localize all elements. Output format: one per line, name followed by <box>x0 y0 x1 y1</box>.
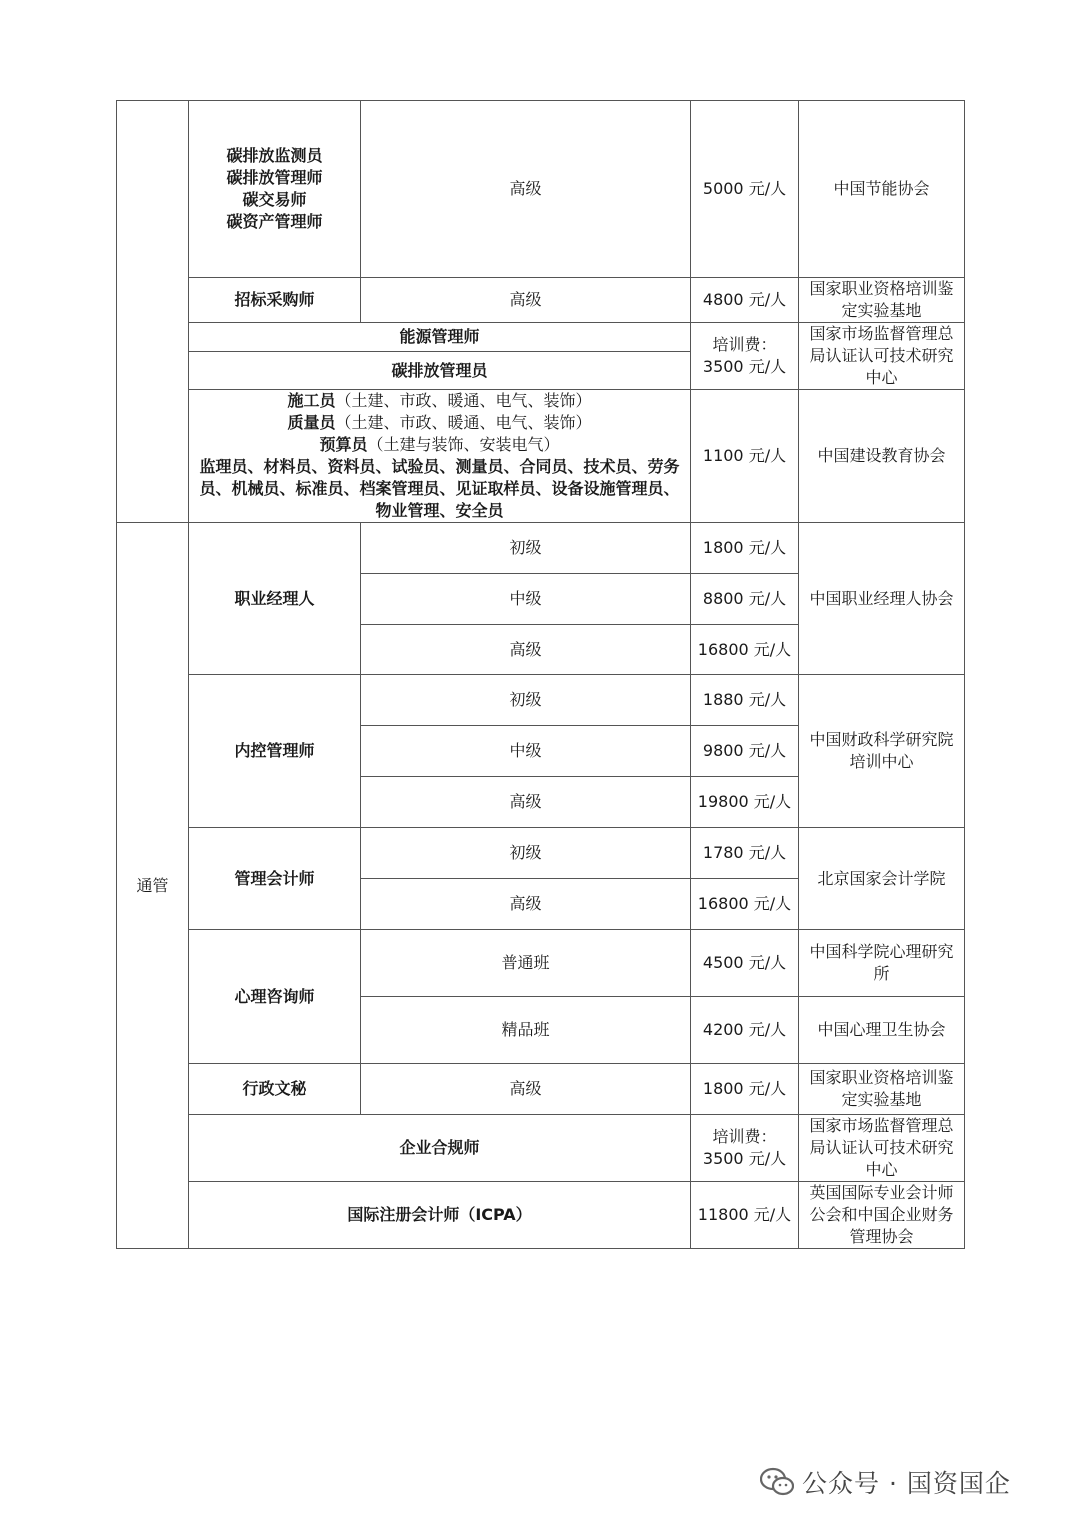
fee-cell: 19800 元/人 <box>691 777 799 828</box>
table-row <box>117 278 965 323</box>
cert-title: 质量员 <box>287 413 336 432</box>
org-cell: 英国国际专业会计师公会和中国企业财务管理协会 <box>799 1182 965 1249</box>
org-cell: 中国心理卫生协会 <box>799 997 965 1064</box>
fee-cell: 16800 元/人 <box>691 879 799 930</box>
cert-title-cell: 职业经理人 <box>189 523 361 675</box>
cert-scope: （土建、市政、暖通、电气、装饰） <box>335 413 592 432</box>
org-cell: 国家市场监督管理总局认证认可技术研究中心 <box>799 1115 965 1182</box>
level-cell: 初级 <box>361 523 691 574</box>
level-cell: 初级 <box>361 828 691 879</box>
fee-cell: 1800 元/人 <box>691 1064 799 1115</box>
org-cell: 中国节能协会 <box>799 101 965 278</box>
org-cell: 中国财政科学研究院培训中心 <box>799 675 965 828</box>
cert-title: 碳资产管理师 <box>226 212 323 231</box>
fee-cell: 9800 元/人 <box>691 726 799 777</box>
fee-cell: 8800 元/人 <box>691 574 799 625</box>
fee-cell: 培训费：3500 元/人 <box>691 1115 799 1182</box>
fee-cell: 1780 元/人 <box>691 828 799 879</box>
cert-title-cell: 国际注册会计师（ICPA） <box>189 1182 691 1249</box>
level-cell: 高级 <box>361 278 691 323</box>
fee-cell: 4200 元/人 <box>691 997 799 1064</box>
table-row <box>117 675 965 726</box>
fee-cell: 培训费：3500 元/人 <box>691 323 799 390</box>
level-cell: 高级 <box>361 879 691 930</box>
level-cell: 普通班 <box>361 930 691 997</box>
level-cell: 高级 <box>361 777 691 828</box>
cert-title: 碳排放管理师 <box>226 168 323 187</box>
cert-title-cell <box>189 390 691 523</box>
cert-scope: （土建、市政、暖通、电气、装饰） <box>335 391 592 410</box>
fee-cell: 11800 元/人 <box>691 1182 799 1249</box>
level-cell: 高级 <box>361 101 691 278</box>
table-row <box>117 390 965 523</box>
cert-title-cell: 行政文秘 <box>189 1064 361 1115</box>
level-cell: 高级 <box>361 625 691 675</box>
cert-title-cell: 管理会计师 <box>189 828 361 930</box>
level-cell: 中级 <box>361 726 691 777</box>
watermark-text: 公众号 · 国资国企 <box>802 1469 1011 1498</box>
org-cell: 北京国家会计学院 <box>799 828 965 930</box>
level-cell: 初级 <box>361 675 691 726</box>
training-fee-table <box>116 100 965 1249</box>
cert-scope: （土建与装饰、安装电气） <box>367 435 560 454</box>
category-cell-blank <box>117 101 189 523</box>
cert-title-cell: 心理咨询师 <box>189 930 361 1064</box>
cert-title-cell: 内控管理师 <box>189 675 361 828</box>
table-row <box>117 828 965 879</box>
level-cell: 中级 <box>361 574 691 625</box>
cert-title-cell: 能源管理师 <box>189 323 691 352</box>
table-row <box>117 101 965 278</box>
fee-cell: 4800 元/人 <box>691 278 799 323</box>
org-cell: 中国职业经理人协会 <box>799 523 965 675</box>
fee-cell: 1800 元/人 <box>691 523 799 574</box>
category-cell: 通管 <box>117 523 189 1249</box>
fee-cell: 4500 元/人 <box>691 930 799 997</box>
org-cell: 中国建设教育协会 <box>799 390 965 523</box>
watermark <box>760 1464 1011 1500</box>
fee-cell: 16800 元/人 <box>691 625 799 675</box>
cert-title-cell: 企业合规师 <box>189 1115 691 1182</box>
level-cell: 高级 <box>361 1064 691 1115</box>
cert-title: 施工员 <box>287 391 336 410</box>
cert-title: 预算员 <box>319 435 368 454</box>
cert-title-cell <box>189 101 361 278</box>
cert-title: 碳交易师 <box>242 190 307 209</box>
table-row <box>117 930 965 997</box>
org-cell: 国家职业资格培训鉴定实验基地 <box>799 278 965 323</box>
fee-cell: 5000 元/人 <box>691 101 799 278</box>
cert-title-cell: 招标采购师 <box>189 278 361 323</box>
wechat-icon <box>760 1467 794 1497</box>
org-cell: 国家市场监督管理总局认证认可技术研究中心 <box>799 323 965 390</box>
cert-title-list: 监理员、材料员、资料员、试验员、测量员、合同员、技术员、劳务员、机械员、标准员、档案管理员、见证取样员、设备设施管理员、物业管理、安全员 <box>199 457 680 520</box>
table-row <box>117 1115 965 1182</box>
table-row <box>117 1182 965 1249</box>
cert-title: 碳排放监测员 <box>226 146 323 165</box>
table-row <box>117 1064 965 1115</box>
table-row <box>117 323 965 352</box>
cert-title-cell: 碳排放管理员 <box>189 352 691 390</box>
fee-cell: 1880 元/人 <box>691 675 799 726</box>
org-cell: 中国科学院心理研究所 <box>799 930 965 997</box>
fee-cell: 1100 元/人 <box>691 390 799 523</box>
org-cell: 国家职业资格培训鉴定实验基地 <box>799 1064 965 1115</box>
level-cell: 精品班 <box>361 997 691 1064</box>
table-row <box>117 523 965 574</box>
